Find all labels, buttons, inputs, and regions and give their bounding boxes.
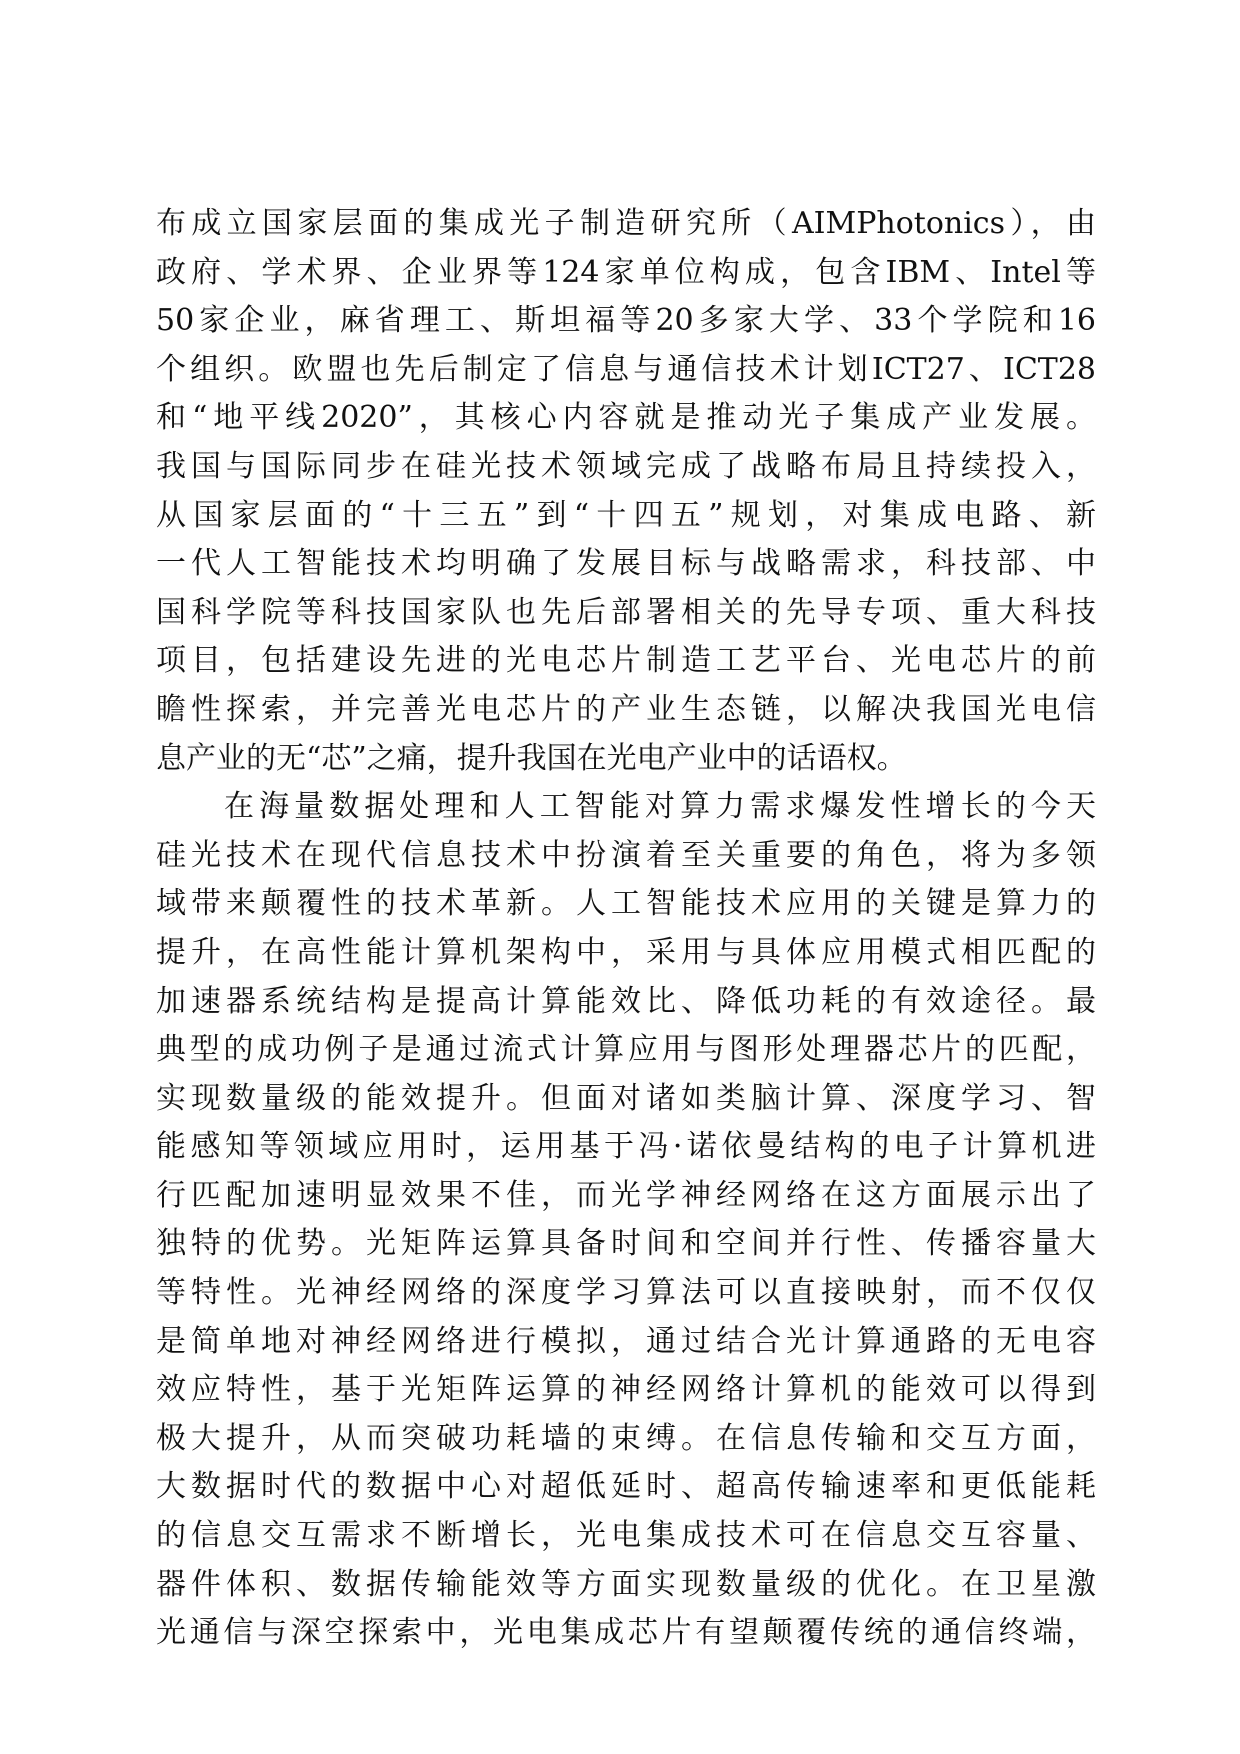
text-line: 从国家层面的“十三五”到“十四五”规划，对集成电路、新 [156,497,1096,533]
text-line: 在海量数据处理和人工智能对算力需求爆发性增长的今天 [224,789,1096,825]
text-line: 50家企业，麻省理工、斯坦福等20多家大学、33个学院和16 [156,303,1096,339]
text-line: 布成立国家层面的集成光子制造研究所（AIMPhotonics），由 [156,206,1096,241]
text-line: 域带来颠覆性的技术革新。人工智能技术应用的关键是算力的 [156,886,1096,922]
text-line: 国科学院等科技国家队也先后部署相关的先导专项、重大科技 [156,594,1096,630]
text-line: 项目，包括建设先进的光电芯片制造工艺平台、光电芯片的前 [156,643,1096,679]
text-line: 光通信与深空探索中，光电集成芯片有望颠覆传统的通信终端， [156,1615,1096,1651]
text-line: 政府、学术界、企业界等124家单位构成，包含IBM、Intel等 [156,254,1096,290]
text-line: 等特性。光神经网络的深度学习算法可以直接映射，而不仅仅 [156,1275,1096,1311]
text-line: 器件体积、数据传输能效等方面实现数量级的优化。在卫星激 [156,1566,1096,1602]
paragraph-2 [156,783,1096,1658]
document-body [156,200,1096,1658]
text-line: 典型的成功例子是通过流式计算应用与图形处理器芯片的匹配， [156,1032,1096,1068]
text-line: 独特的优势。光矩阵运算具备时间和空间并行性、传播容量大 [156,1226,1096,1262]
text-line: 我国与国际同步在硅光技术领域完成了战略布局且持续投入， [156,448,1096,484]
text-line: 能感知等领域应用时，运用基于冯·诺依曼结构的电子计算机进 [156,1129,1096,1165]
text-line: 实现数量级的能效提升。但面对诸如类脑计算、深度学习、智 [156,1080,1096,1116]
text-line: 大数据时代的数据中心对超低延时、超高传输速率和更低能耗 [156,1469,1096,1505]
text-line: 提升，在高性能计算机架构中，采用与具体应用模式相匹配的 [156,934,1096,970]
text-line: 硅光技术在现代信息技术中扮演着至关重要的角色，将为多领 [156,837,1096,873]
text-line: 效应特性，基于光矩阵运算的神经网络计算机的能效可以得到 [156,1372,1096,1408]
text-line: 加速器系统结构是提高计算能效比、降低功耗的有效途径。最 [156,983,1096,1019]
text-line: 瞻性探索，并完善光电芯片的产业生态链，以解决我国光电信 [156,691,1096,727]
text-line: 和“地平线2020”，其核心内容就是推动光子集成产业发展。 [156,400,1096,436]
text-line: 息产业的无“芯”之痛，提升我国在光电产业中的话语权。 [156,740,907,776]
text-line: 极大提升，从而突破功耗墙的束缚。在信息传输和交互方面， [156,1420,1096,1456]
text-line: 一代人工智能技术均明确了发展目标与战略需求，科技部、中 [156,546,1096,582]
paragraph-1 [156,200,1096,783]
text-line: 的信息交互需求不断增长，光电集成技术可在信息交互容量、 [156,1518,1096,1554]
text-line: 行匹配加速明显效果不佳，而光学神经网络在这方面展示出了 [156,1177,1096,1213]
text-line: 是简单地对神经网络进行模拟，通过结合光计算通路的无电容 [156,1323,1096,1359]
text-line: 个组织。欧盟也先后制定了信息与通信技术计划ICT27、ICT28 [156,351,1096,387]
